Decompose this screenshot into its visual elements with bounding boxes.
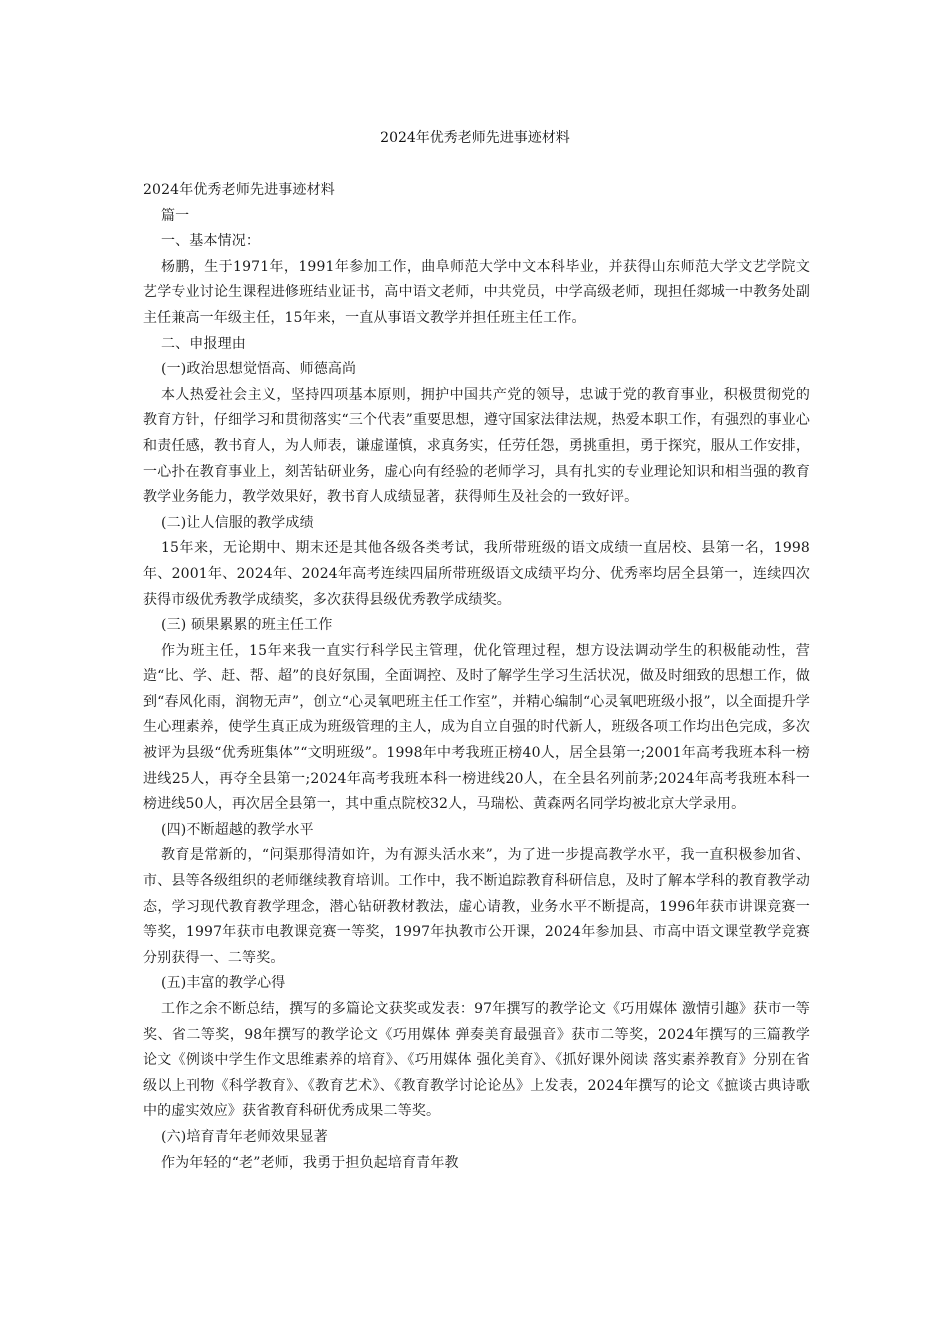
paragraph: 2024年优秀老师先进事迹材料	[143, 182, 335, 198]
paragraph: 教育是常新的，“问渠那得清如许，为有源头活水来”，为了进一步提高教学水平，我一直积极参加省、市、县等各级组织的老师继续教育培训。工作中，我不断追踪教育科研信息，及时了解本学科的教育教学动态，学习现代教育教学理念，潜心钻研教材教法，虚心请教，业务水平不断提高，1996年获市讲课竞赛一等奖，1997年获市电教课竞赛一等奖，1997年执教市公开课，2024年参加县、市高中语文课堂教学竞赛分别获得一、二等奖。	[143, 847, 810, 966]
section-label: 篇一	[161, 207, 190, 224]
paragraph: 杨鹏，生于1971年，1991年参加工作，曲阜师范大学中文本科毕业，并获得山东师范大学文艺学院文艺学专业讨论生课程进修班结业证书，高中语文老师，中共党员，中学高级老师，现担任郯城一中教务处副主任兼高一年级主任，15年来，一直从事语文教学并担任班主任工作。	[143, 258, 810, 326]
heading: 一、基本情况：	[161, 233, 261, 250]
paragraph: 15年来，无论期中、期末还是其他各级各类考试，我所带班级的语文成绩一直居校、县第一名，1998年、2001年、2024年、2024年高考连续四届所带班级语文成绩平均分、优秀率均居全县第一，连续四次获得市级优秀教学成绩奖，多次获得县级优秀教学成绩奖。	[143, 540, 810, 608]
paragraph: 工作之余不断总结，撰写的多篇论文获奖或发表：97年撰写的教学论文《巧用媒体 激情引趣》获市一等奖、省二等奖，98年撰写的教学论文《巧用媒体 弹奏美育最强音》获市二等奖，2024年撰写的三篇教学论文《例谈中学生作文思维素养的培育》、《巧用媒体 强化美育》、《抓好课外阅读 落实素养教育》分别在省级以上刊物《科学教育》、《教育艺术》、《教育教学讨论论丛》上发表，2024年撰写的论文《摭谈古典诗歌中的虚实效应》获省教育科研优秀成果二等奖。	[143, 1001, 810, 1120]
heading: 二、申报理由	[161, 335, 246, 352]
paragraph: 本人热爱社会主义，坚持四项基本原则，拥护中国共产党的领导，忠诚于党的教育事业，积极贯彻党的教育方针，仔细学习和贯彻落实“三个代表”重要思想，遵守国家法律法规，热爱本职工作，有强烈的事业心和责任感，教书育人，为人师表，谦虚谨慎，求真务实，任劳任怨，勇挑重担，勇于探究，服从工作安排，一心扑在教育事业上，刻苦钻研业务，虚心向有经验的老师学习，具有扎实的专业理论知识和相当强的教育教学业务能力，教学效果好，教书育人成绩显著，获得师生及社会的一致好评。	[143, 386, 810, 506]
subheading: (三) 硕果累累的班主任工作	[161, 617, 333, 634]
page-title: 2024年优秀老师先进事迹材料	[380, 130, 570, 146]
paragraph: 作为班主任，15年来我一直实行科学民主管理，优化管理过程，想方设法调动学生的积极能动性，营造“比、学、赶、帮、超”的良好氛围，全面调控、及时了解学生学习生活状况，做及时细致的思想工作，做到“春风化雨，润物无声”，创立“心灵氧吧班主任工作室”，并精心编制“心灵氧吧班级小报”，以全面提升学生心理素养，使学生真正成为班级管理的主人，成为自立自强的时代新人，班级各项工作均出色完成，多次被评为县级“优秀班集体”“文明班级”。1998年中考我班正榜40人，居全县第一;2001年高考我班本科一榜进线25人，再夺全县第一;2024年高考我班本科一榜进线20人，在全县名列前茅;2024年高考我班本科一榜进线50人，再次居全县第一，其中重点院校32人，马瑞松、黄森两名同学均被北京大学录用。	[143, 642, 810, 813]
document-body	[143, 178, 810, 1176]
subheading: (六)培育青年老师效果显著	[161, 1128, 328, 1145]
paragraph: 作为年轻的“老”老师，我勇于担负起培育青年教	[161, 1154, 459, 1171]
subheading: (二)让人信服的教学成绩	[161, 514, 314, 531]
subheading: (四)不断超越的教学水平	[161, 821, 314, 838]
subheading: (五)丰富的教学心得	[161, 975, 286, 992]
subheading: (一)政治思想觉悟高、师德高尚	[161, 361, 357, 378]
